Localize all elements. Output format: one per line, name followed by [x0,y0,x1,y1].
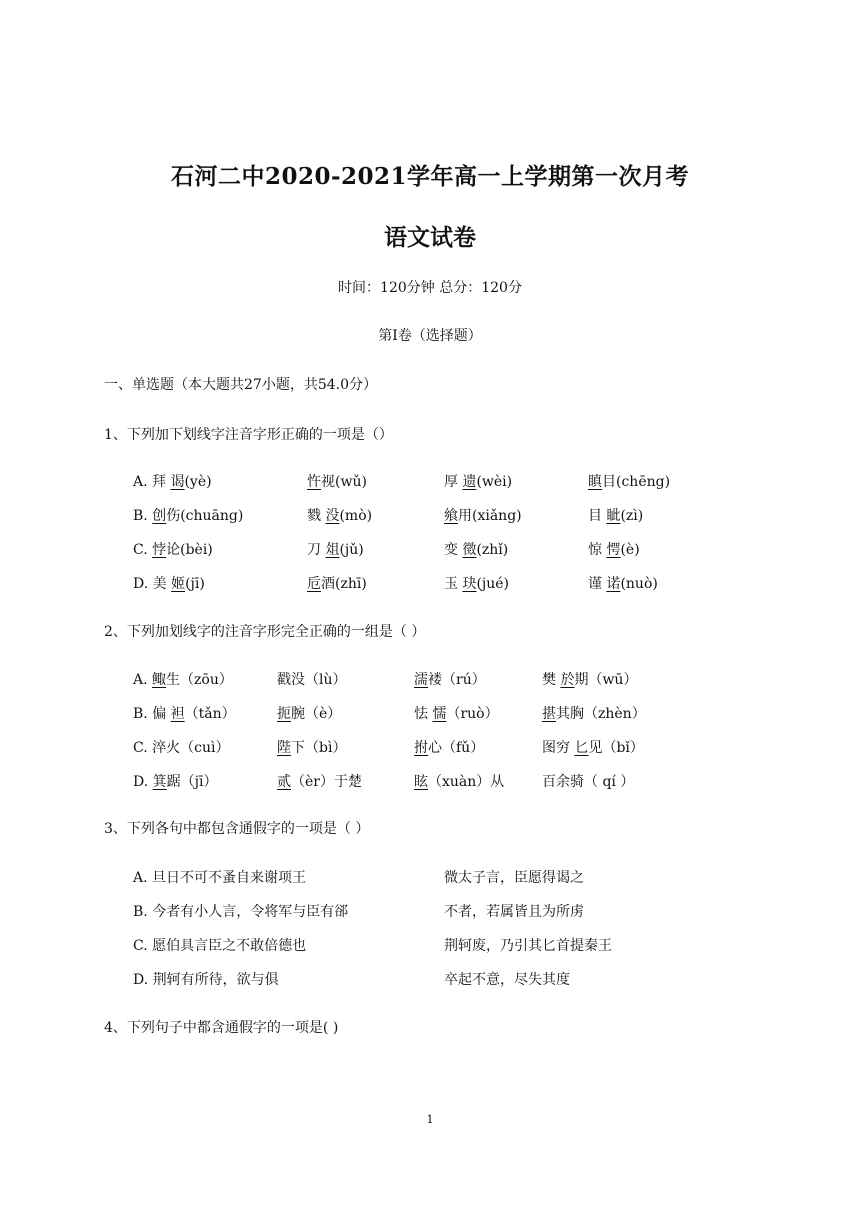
q1-option-3-1 [307,573,367,593]
q2-option-3-2 [414,771,504,791]
option-text: (è) [620,542,640,558]
q2-option-2-2 [414,737,484,757]
q3-option-3-1: 卒起不意，尽失其度 [444,972,570,988]
q2-option-0-1 [277,669,347,689]
option-text: 玉 [444,576,463,592]
underlined-char: 遗 [462,474,477,490]
option-text: 褛（rú） [428,672,486,688]
q1-option-0-0 [133,471,212,491]
option-text: (jué) [476,576,510,592]
page-number: 1 [426,1113,434,1126]
option-text: 腕（è） [291,706,342,722]
q1-option-2-1 [307,539,364,559]
option-text: 伤(chuāng) [166,508,244,524]
option-text: 厚 [444,474,463,490]
option-text: (nuò) [620,576,658,592]
underlined-char: 俎 [325,542,340,558]
option-text: 惊 [588,542,607,558]
q1-option-1-2 [444,505,522,525]
underlined-char: 徵 [462,542,477,558]
underlined-char: 瞋 [588,474,602,490]
time-info: 时间：120分钟 总分：120分 [338,280,522,296]
underlined-char: 眩 [414,774,428,790]
option-text: 酒(zhī) [321,576,367,592]
option-text: 用(xiǎng) [458,508,522,524]
exam-title: 石河二中2020-2021学年高一上学期第一次月考 [170,163,690,190]
option-text: 图穷 [542,740,575,756]
option-text: 期（wū） [574,672,638,688]
option-text: C. [133,542,153,558]
option-text: 戮 [307,508,326,524]
option-text: 其胸（zhèn） [556,706,646,722]
option-text: 变 [444,542,463,558]
question-2-stem: 2、下列加划线字的注音字形完全正确的一组是（ ） [104,624,426,640]
q2-option-1-1 [277,703,341,723]
option-text: A. 拜 [133,474,171,490]
underlined-char: 悖 [152,542,167,558]
underlined-char: 创 [152,508,167,524]
option-text: B. [133,508,153,524]
underlined-char: 眦 [606,508,621,524]
q2-option-0-3 [542,669,637,689]
option-text: 怯 [414,706,433,722]
option-text: (mò) [339,508,373,524]
underlined-char: 扼 [277,706,291,722]
option-text: 见（bǐ） [588,740,644,756]
q2-option-2-0 [133,737,229,757]
q2-option-1-2 [414,703,499,723]
option-text: （xuàn）从 [428,774,505,790]
option-text: (yè) [184,474,212,490]
option-text: （ruò） [446,706,499,722]
option-text: 下（bì） [291,740,347,756]
option-text: D. 美 [133,576,172,592]
q1-option-0-3 [588,471,670,491]
option-text: 百余骑（ qí ） [542,774,635,790]
option-text: C. 淬火（cuì） [133,740,230,756]
underlined-char: 揕 [542,706,556,722]
underlined-char: 袒 [170,706,185,722]
q1-option-3-3 [588,573,658,593]
option-text: 目(chēng) [602,474,671,490]
q1-option-2-3 [588,539,640,559]
q3-option-2-0: C. 愿伯具言臣之不敢倍德也 [133,938,307,954]
exam-subtitle: 语文试卷 [384,224,476,251]
q1-option-2-2 [444,539,508,559]
underlined-char: 濡 [414,672,428,688]
q1-option-3-0 [133,573,205,593]
underlined-char: 贰 [277,774,291,790]
section-heading: 一、单选题（本大题共27小题，共54.0分） [104,377,377,393]
option-text: (jī) [185,576,205,592]
option-text: (jǔ) [339,542,364,558]
question-4-stem: 4、下列句子中都含通假字的一项是( ) [104,1020,339,1036]
underlined-char: 箕 [152,774,167,790]
underlined-char: 玦 [462,576,477,592]
q1-option-0-2 [444,471,512,491]
q1-option-1-0 [133,505,243,525]
underlined-char: 懦 [432,706,447,722]
volume-label: 第Ⅰ卷（选择题） [378,328,482,344]
option-text: 论(bèi) [166,542,213,558]
option-text: 目 [588,508,607,524]
q1-option-0-1 [307,471,367,491]
option-text: 视(wǔ) [321,474,367,490]
option-text: D. [133,774,153,790]
q3-option-1-0: B. 今者有小人言，令将军与臣有郤 [133,904,349,920]
q2-option-3-3 [542,771,634,791]
q3-option-1-1: 不者，若属皆且为所虏 [444,904,584,920]
option-text: B. 偏 [133,706,171,722]
q2-option-2-3 [542,737,644,757]
q3-option-2-1: 荆轲废，乃引其匕首提秦王 [444,938,612,954]
option-text: 生（zōu） [166,672,233,688]
option-text: (zhǐ) [476,542,509,558]
option-text: A. [133,672,153,688]
underlined-char: 忤 [307,474,321,490]
q2-option-0-0 [133,669,233,689]
underlined-char: 卮 [307,576,321,592]
underlined-char: 愕 [606,542,621,558]
underlined-char: 陛 [277,740,291,756]
q2-option-0-2 [414,669,486,689]
option-text: （tǎn） [184,706,236,722]
q3-option-3-0: D. 荆轲有所待，欲与俱 [133,972,279,988]
q1-option-1-3 [588,505,643,525]
underlined-char: 於 [560,672,575,688]
underlined-char: 拊 [414,740,428,756]
option-text: （èr）于楚 [291,774,362,790]
q2-option-3-1 [277,771,362,791]
option-text: 心（fǔ） [428,740,485,756]
underlined-char: 匕 [574,740,589,756]
q1-option-1-1 [307,505,372,525]
q3-option-0-0: A. 旦日不可不蚤自来谢项王 [133,870,307,886]
q2-option-3-0 [133,771,217,791]
option-text: 樊 [542,672,561,688]
q3-option-0-1: 微太子言，臣愿得谒之 [444,870,584,886]
q2-option-2-1 [277,737,346,757]
underlined-char: 飨 [444,508,458,524]
q2-option-1-3 [542,703,646,723]
underlined-char: 诺 [606,576,621,592]
option-text: (wèi) [476,474,513,490]
option-text: 踞（jī） [166,774,218,790]
underlined-char: 鲰 [152,672,167,688]
underlined-char: 姬 [171,576,186,592]
question-1-stem: 1、下列加下划线字注音字形正确的一项是（） [104,427,393,443]
q1-option-2-0 [133,539,213,559]
option-text: 刀 [307,542,326,558]
option-text: 谨 [588,576,607,592]
q2-option-1-0 [133,703,236,723]
option-text: 戳没（lù） [277,672,347,688]
question-3-stem: 3、下列各句中都包含通假字的一项是（ ） [104,821,370,837]
q1-option-3-2 [444,573,509,593]
option-text: (zì) [620,508,644,524]
underlined-char: 没 [325,508,340,524]
underlined-char: 谒 [170,474,185,490]
